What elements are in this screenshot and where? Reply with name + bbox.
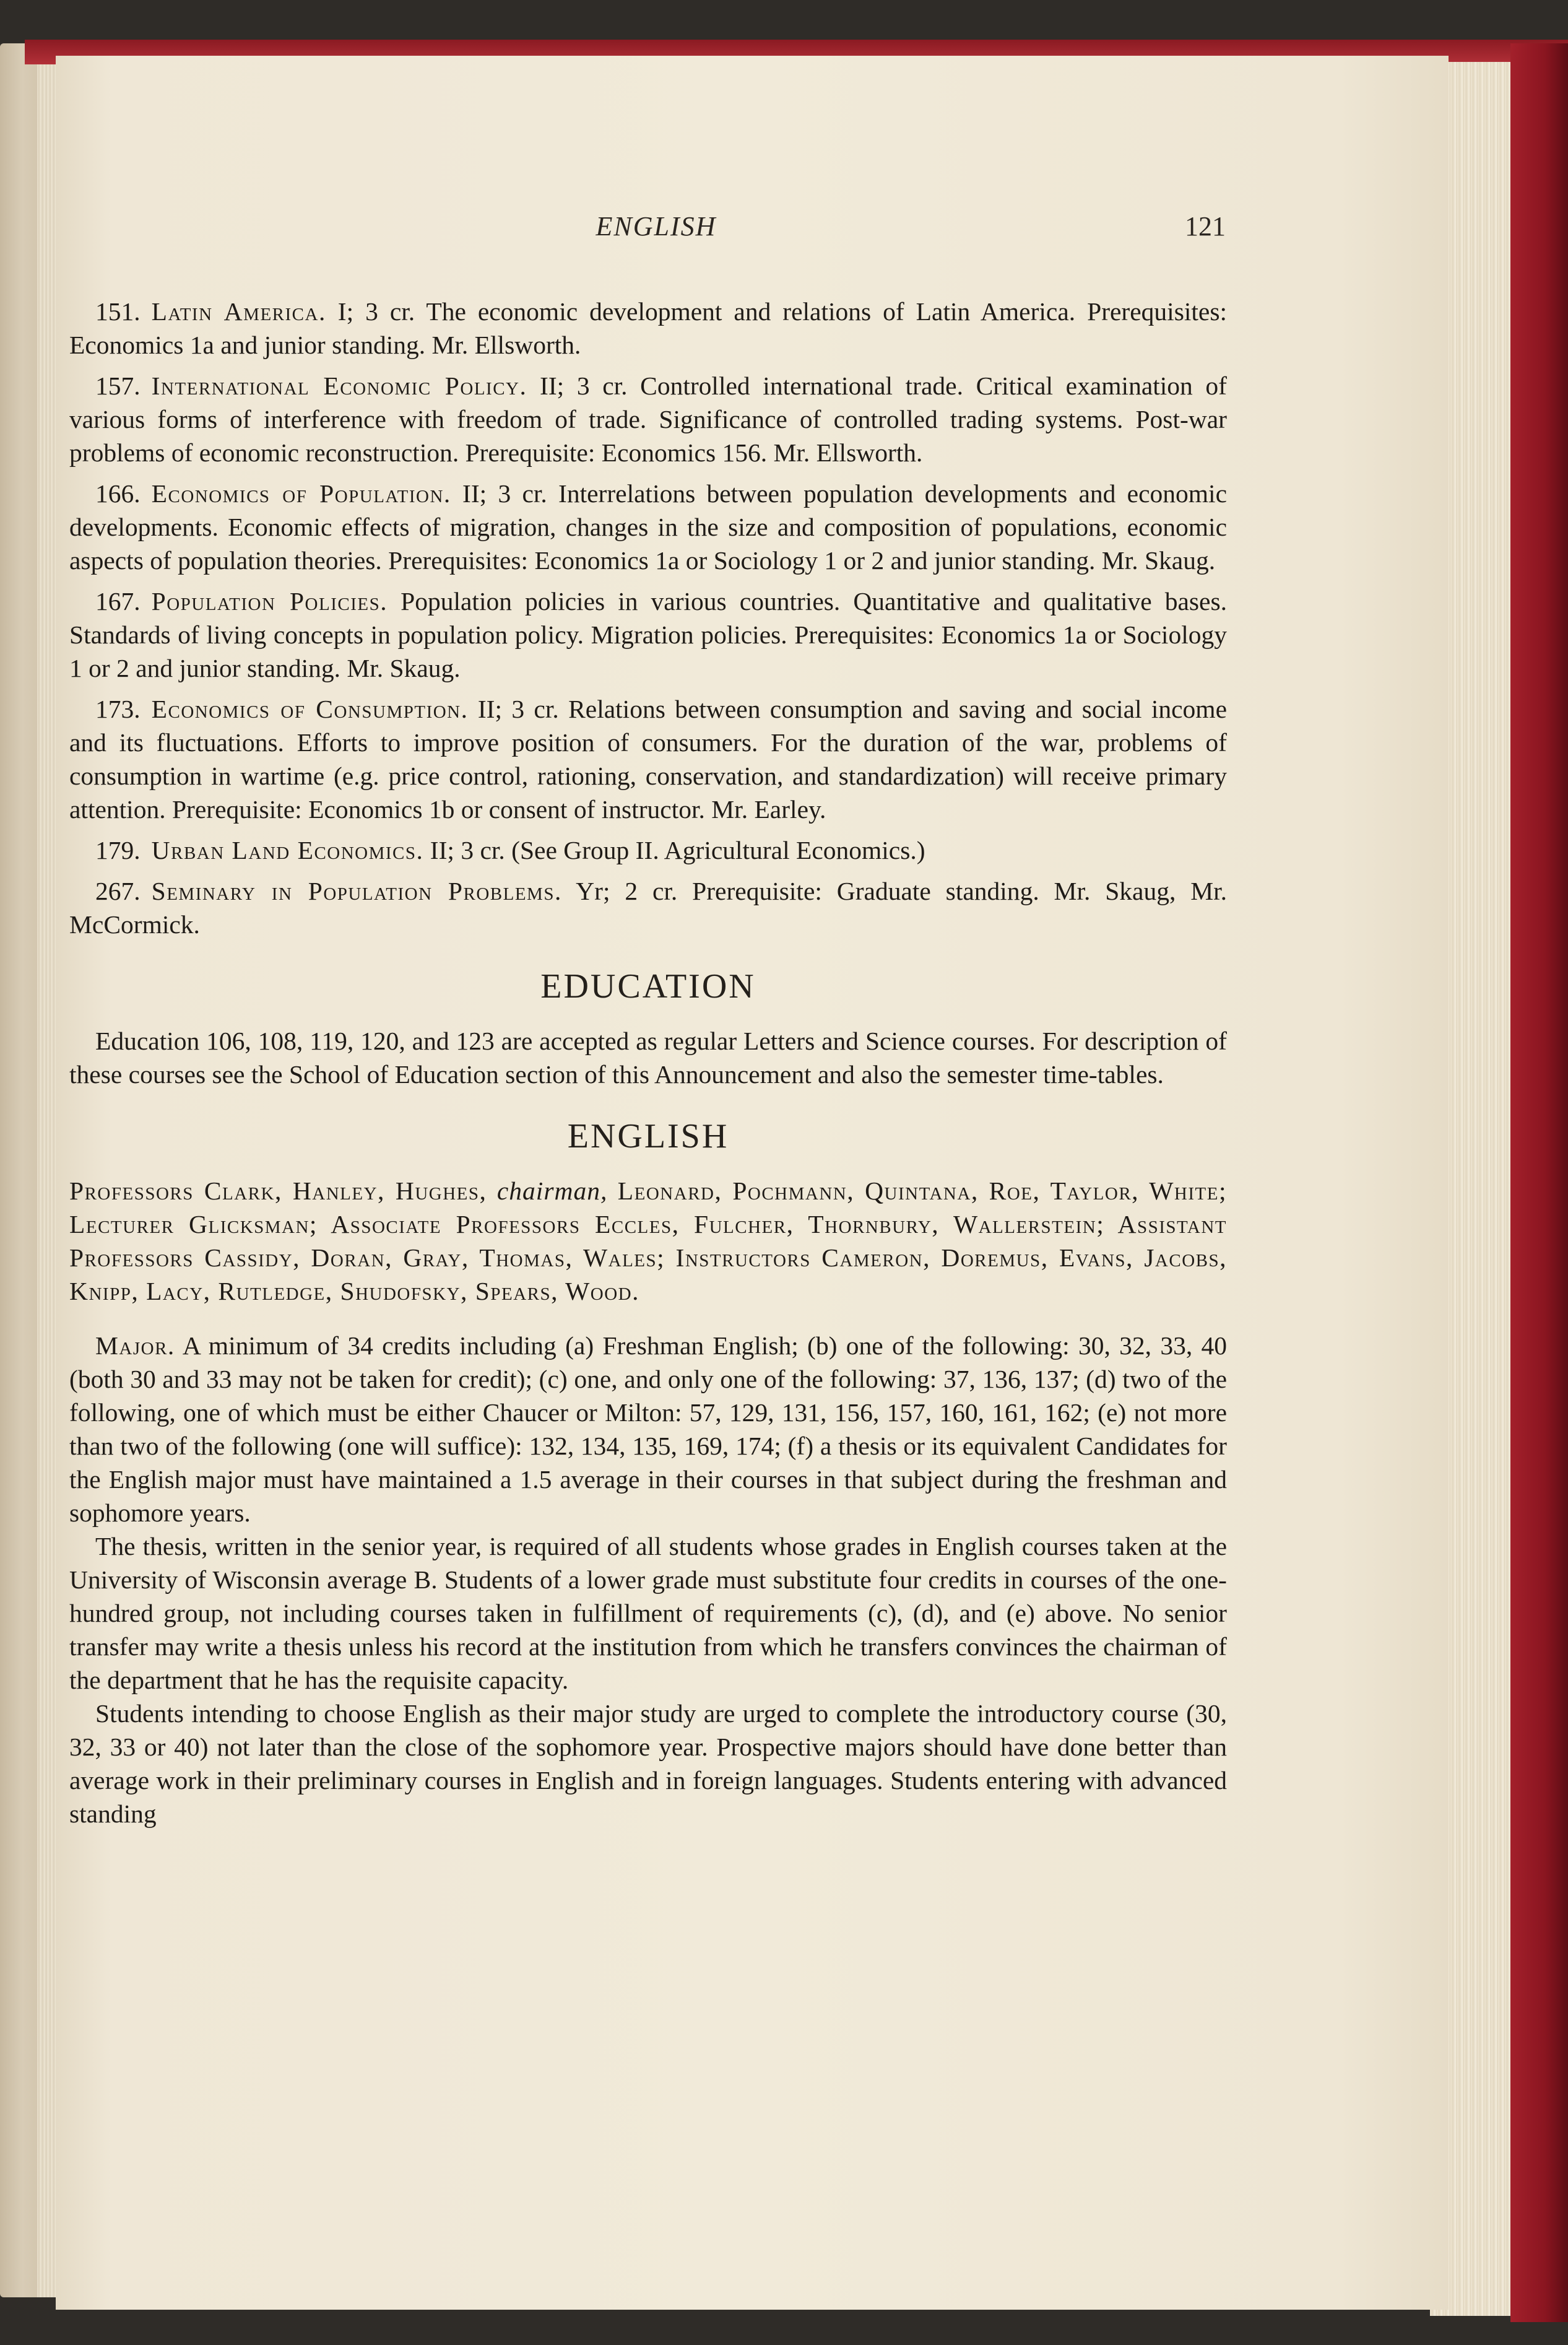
course-number: 151. [95,297,141,326]
book-cover-right [1510,43,1568,2322]
course-number: 267. [95,877,141,905]
education-paragraph: Education 106, 108, 119, 120, and 123 are accepted as regular Letters and Science courses. For description of these courses see the School of Education section of this Announcement and also the semester time-tables. [69,1027,1227,1089]
section-heading-education: EDUCATION [540,967,756,1006]
course-entry [69,692,1227,826]
course-number: 179. [95,836,141,864]
section-heading-english: ENGLISH [567,1117,729,1155]
course-text: II; 3 cr. Controlled international trade. Critical examination of various forms of interference with freedom of trade. Significance of controlled trading systems. Post-war problems of economic reconstruction. Prerequisite: Economics 156. Mr. Ellsworth. [69,372,1228,467]
major-paragraph [69,1329,1227,1529]
course-text: II; 3 cr. Interrelations between population developments and economic developments. Economic effects of migration, changes in the size and composition of populations, economic aspects of population theories. Prerequisites: Economics 1a or Sociology 1 or 2 and junior standing. Mr. Skaug. [69,479,1227,575]
course-title: Latin America. [151,297,326,326]
course-title: Economics of Consumption. [151,695,469,723]
page-number: 121 [1185,211,1226,241]
faculty-list [69,1174,1227,1308]
course-title: Seminary in Population Problems. [151,877,562,905]
course-entry [69,874,1227,941]
course-text: II; 3 cr. (See Group II. Agricultural Economics.) [430,836,925,864]
major-text: A minimum of 34 credits including (a) Freshman English; (b) one of the following: 30, 32, 33, 40 (both 30 and 33 may not be taken for credit); (c) one, and only one of the following: 37, 136, 137; (d) two of the following, one of which must be either Chaucer or Milton: 57, 129, 131, 156, 157, 160, 161, 162; (e) not more than two of the following (one will suffice): 132, 134, 135, 169, 174; (f) a thesis or its equivalent Candidates for the English major must have maintained a 1.5 average in their courses in that subject during the freshman and sophomore years. [69,1331,1227,1527]
course-number: 173. [95,695,141,723]
course-text: II; 3 cr. Relations between consumption and saving and social income and its fluctuations. Efforts to improve position of consumers. For the duration of the war, problems of consumption in wartime (e.g. price control, rationing, conservation, and standardization) will receive primary attention. Prerequisite: Economics 1b or consent of instructor. Mr. Earley. [69,695,1228,824]
faculty-names: Leonard, Pochmann, Quintana, Roe, Taylor, White; Lecturer Glicksman; Associate Professors Eccles, Fulcher, Thornbury, Wallerstein; Assistant Professors Cassidy, Doran, Gray, Thomas, Wales; Instructors Cameron, Doremus, Evans, Jacobs, Knipp, Lacy, Rutledge, Shudofsky, Spears, Wood. [69,1177,1227,1305]
page-content [69,295,1227,1830]
course-number: 157. [95,372,141,400]
thesis-paragraph: The thesis, written in the senior year, is required of all students whose grades in English courses taken at the University of Wisconsin average B. Students of a lower grade must substitute four credits in courses of the one-hundred group, not including courses taken in fulfillment of requirements (c), (d), and (e) above. No senior transfer may write a thesis unless his record at the institution from which he transfers convinces the chairman of the department that he has the requisite capacity. [69,1532,1227,1694]
course-entry [69,295,1227,362]
page-header [80,211,1232,248]
course-text: Population policies in various countries. Quantitative and qualitative bases. Standards of living concepts in population policy. Migration policies. Prerequisites: Economics 1a or Sociology 1 or 2 and junior standing. Mr. Skaug. [69,587,1227,682]
course-entry [69,477,1227,577]
course-title: Economics of Population. [151,479,451,508]
chairman-label: chairman, [496,1177,608,1205]
course-title: Urban Land Economics. [151,836,424,864]
major-label: Major. [95,1331,175,1360]
course-title: International Economic Policy. [151,372,527,400]
running-head: ENGLISH [596,211,717,241]
course-text: I; 3 cr. The economic development and relations of Latin America. Prerequisites: Economics 1a and junior standing. Mr. Ellsworth. [69,297,1228,359]
course-title: Population Policies. [151,587,388,616]
course-entry [69,833,1227,867]
course-entry [69,369,1227,469]
course-number: 166. [95,479,141,508]
course-entry [69,585,1227,685]
course-text: Yr; 2 cr. Prerequisite: Graduate standing. Mr. Skaug, Mr. McCormick. [69,877,1227,939]
intending-paragraph: Students intending to choose English as their major study are urged to complete the introductory course (30, 32, 33 or 40) not later than the close of the sophomore year. Prospective majors should have done better than average work in their preliminary courses in English and in foreign languages. Students entering with advanced standing [69,1699,1227,1828]
faculty-names: Professors Clark, Hanley, Hughes, [69,1177,487,1205]
course-number: 167. [95,587,141,616]
